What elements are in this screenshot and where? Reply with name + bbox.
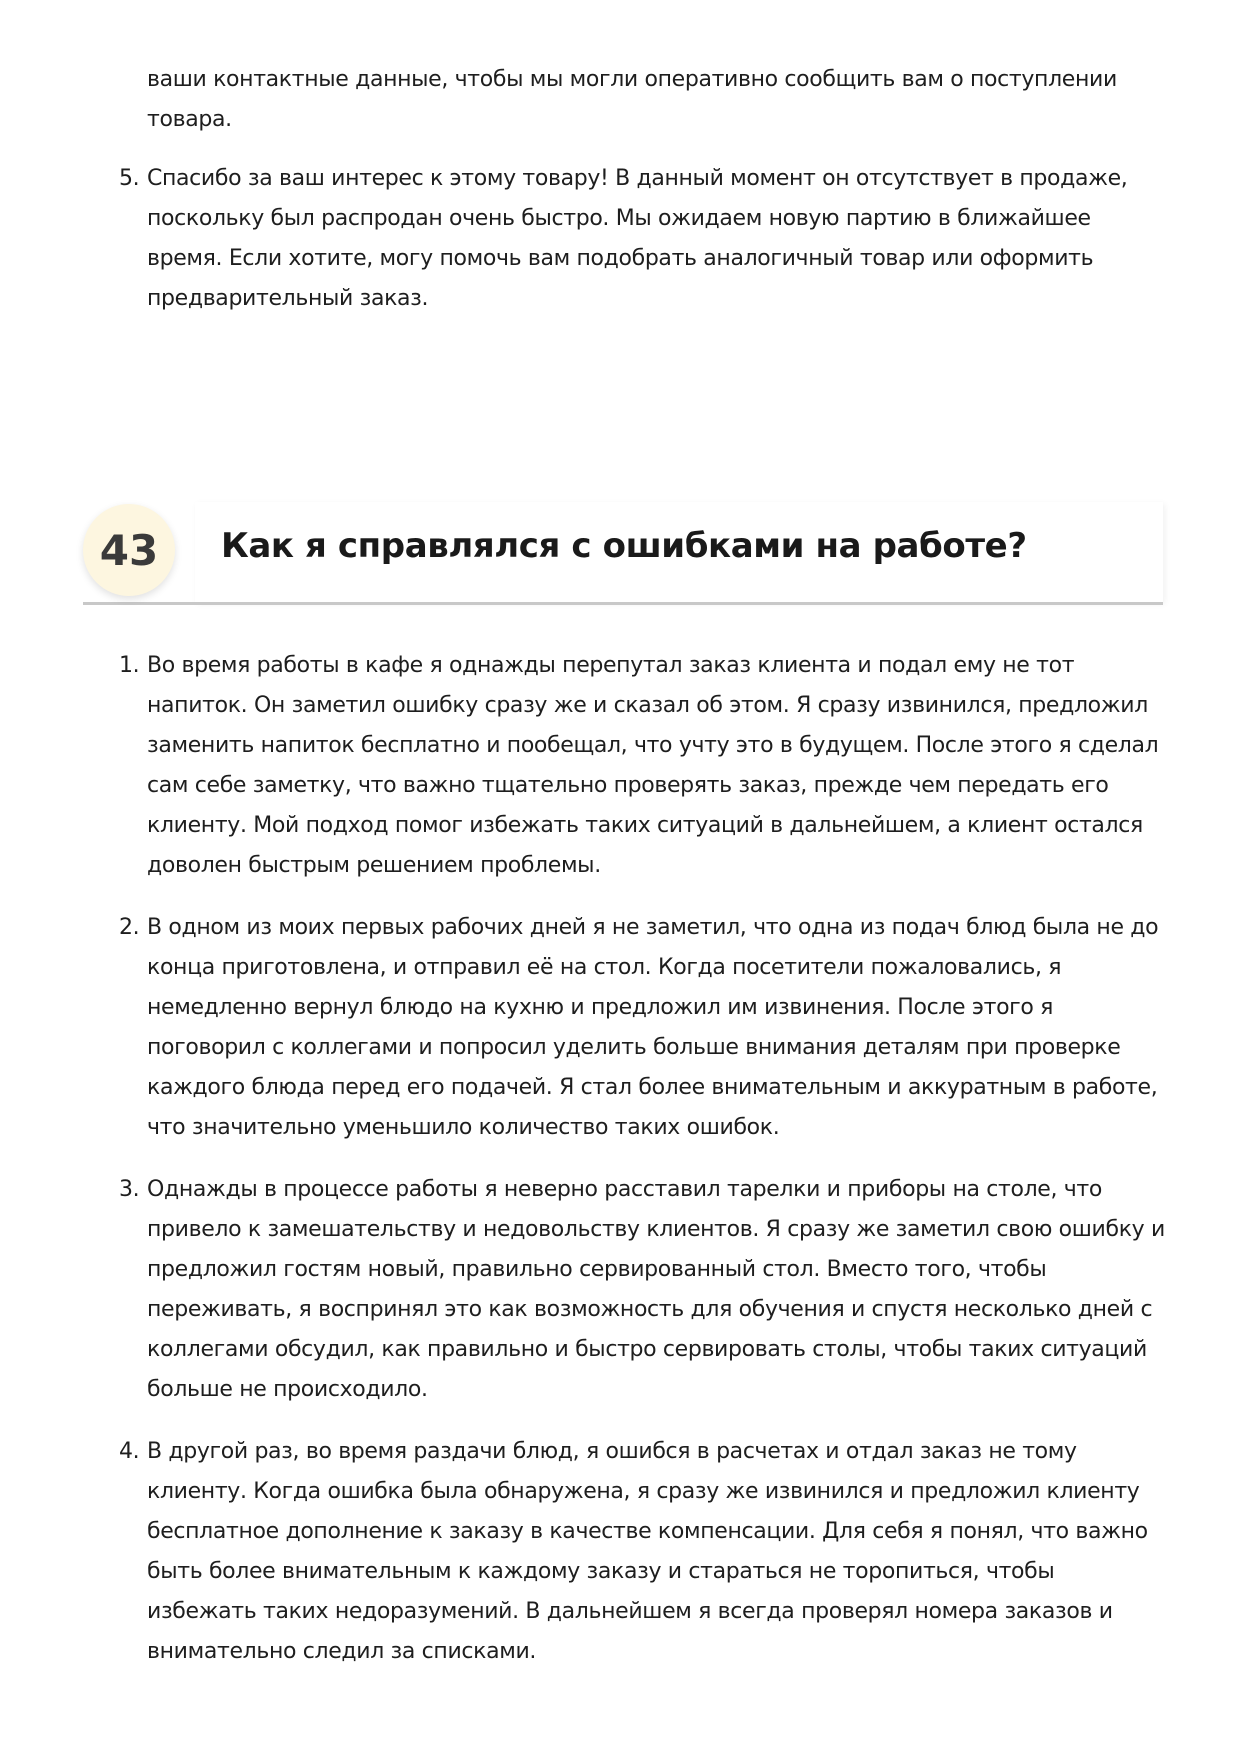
answer-list — [119, 646, 1165, 1694]
list-item — [119, 159, 1165, 319]
list-item-text: В одном из моих первых рабочих дней я не заметил, что одна из подач блюд была не до конца приготовлена, и отправил её на стол. Когда посетители пожаловались, я немедленно вернул блюдо на кухню и предложил им извинения. После этого я поговорил с коллегами и попросил уделить больше внимания деталям при проверке каждого блюда перед его подачей. Я стал более внимательным и аккуратным в работе, что значительно уменьшило количество таких ошибок. — [147, 915, 1159, 1140]
list-item — [119, 908, 1165, 1148]
list-item-number: 1. — [119, 653, 140, 678]
list-item — [119, 1170, 1165, 1410]
list-item-text: Во время работы в кафе я однажды перепутал заказ клиента и подал ему не тот напиток. Он заметил ошибку сразу же и сказал об этом. Я сразу извинился, предложил заменить напиток бесплатно и пообещал, что учту это в будущем. После этого я сделал сам себе заметку, что важно тщательно проверять заказ, прежде чем передать его клиенту. Мой подход помог избежать таких ситуаций в дальнейшем, а клиент остался доволен быстрым решением проблемы. — [147, 653, 1159, 878]
section-number-badge: 43 — [83, 504, 175, 596]
list-item-number: 5. — [119, 166, 140, 191]
list-item-number: 4. — [119, 1439, 140, 1464]
list-item-text: В другой раз, во время раздачи блюд, я ошибся в расчетах и отдал заказ не тому клиенту. Когда ошибка была обнаружена, я сразу же извинился и предложил клиенту бесплатное дополнение к заказу в качестве компенсации. Для себя я понял, что важно быть более внимательным к каждому заказу и стараться не торопиться, чтобы избежать таких недоразумений. В дальнейшем я всегда проверял номера заказов и внимательно следил за списками. — [147, 1439, 1148, 1664]
continuation-text: ваши контактные данные, чтобы мы могли оперативно сообщить вам о поступлении товара. — [147, 67, 1117, 132]
list-item-text: Однажды в процессе работы я неверно расставил тарелки и приборы на столе, что привело к замешательству и недовольству клиентов. Я сразу же заметил свою ошибку и предложил гостям новый, правильно сервированный стол. Вместо того, чтобы переживать, я воспринял это как возможность для обучения и спустя несколько дней с коллегами обсудил, как правильно и быстро сервировать столы, чтобы таких ситуаций больше не происходило. — [147, 1177, 1165, 1402]
list-item — [119, 1432, 1165, 1672]
list-item-number: 2. — [119, 915, 140, 940]
list-item-text: Спасибо за ваш интерес к этому товару! В данный момент он отсутствует в продаже, поскольку был распродан очень быстро. Мы ожидаем новую партию в ближайшее время. Если хотите, могу помочь вам подобрать аналогичный товар или оформить предварительный заказ. — [147, 166, 1128, 311]
section-title: Как я справлялся с ошибками на работе? — [221, 526, 1027, 566]
list-item — [119, 646, 1165, 886]
section-header — [83, 498, 1163, 606]
list-item-number: 3. — [119, 1177, 140, 1202]
previous-answer-list — [119, 159, 1165, 341]
header-divider — [83, 602, 1163, 605]
